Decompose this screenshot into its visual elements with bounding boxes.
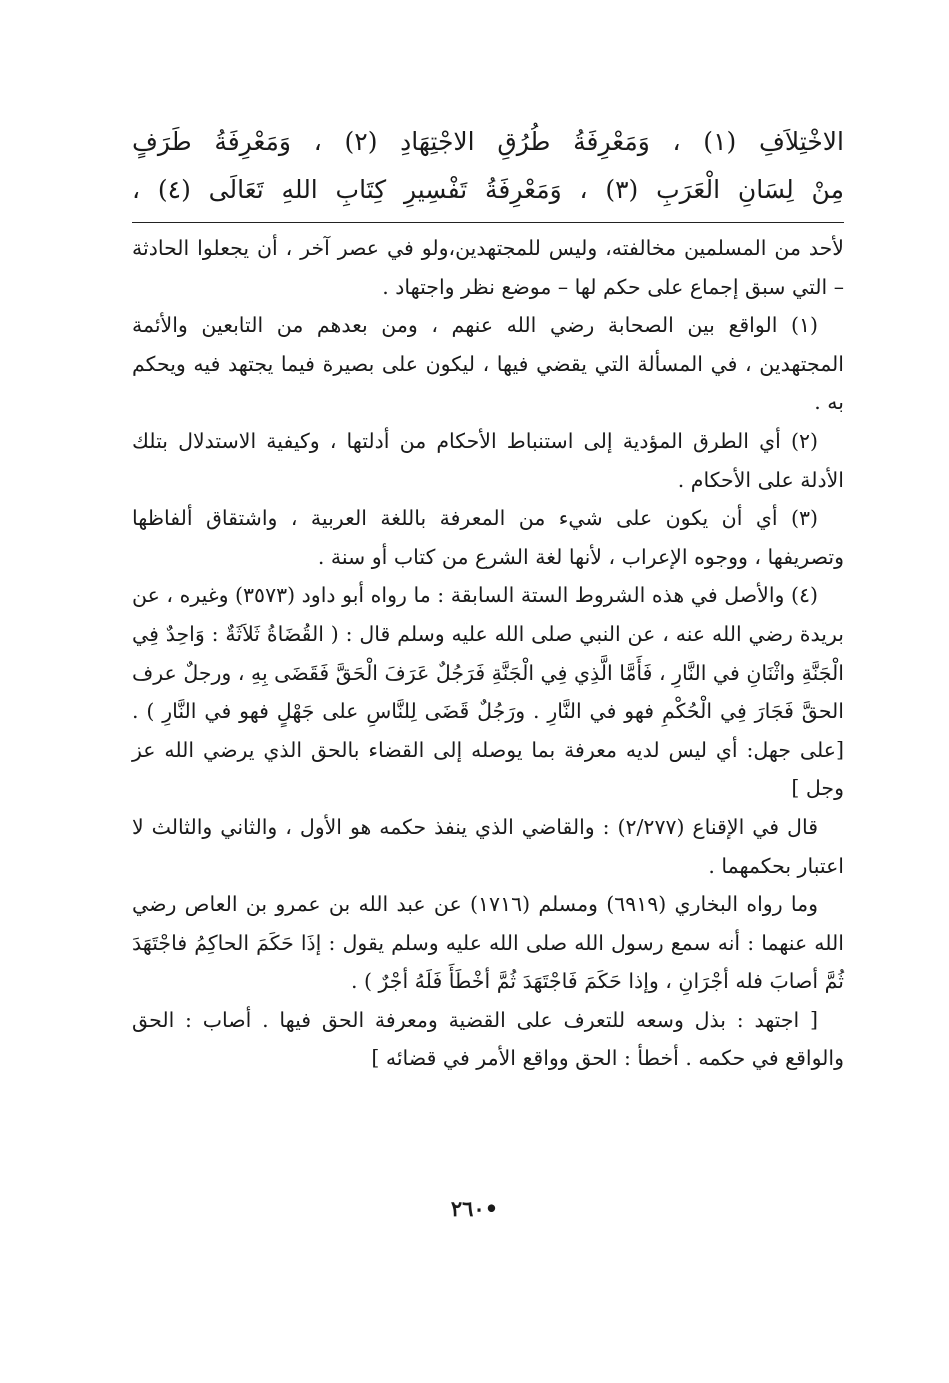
footnote-separator bbox=[132, 222, 844, 223]
page-number-dot: • bbox=[484, 1196, 499, 1221]
page-number bbox=[0, 1196, 949, 1221]
footnote-1: (١) الواقع بين الصحابة رضي الله عنهم ، ومن بعدهم من التابعين والأئمة المجتهدين ، في المسألة التي يقضي فيها ، ليكون على بصيرة فيما يجتهد فيه ويحكم به . bbox=[132, 313, 844, 415]
footnote-4-gloss: [ اجتهد : بذل وسعه للتعرف على القضية ومعرفة الحق فيها . أصاب : الحق والواقع في حكمه . أخطأ : الحق وواقع الأمر في قضائه ] bbox=[132, 1007, 844, 1071]
main-text-line: مِنْ لِسَانِ الْعَرَبِ (٣) ، وَمَعْرِفَةُ تَفْسِيرِ كِتَابِ اللهِ تَعَالَى (٤) ، bbox=[132, 175, 844, 204]
footnotes bbox=[132, 229, 844, 1078]
footnote-continuation: لأحد من المسلمين مخالفته، وليس للمجتهدين،ولو في عصر آخر ، أن يجعلوا الحادثة – التي سبق إجماع على حكم لها – موضع نظر واجتهاد . bbox=[132, 236, 844, 299]
page-body bbox=[132, 118, 844, 1078]
footnote-2: (٢) أي الطرق المؤدية إلى استنباط الأحكام من أدلتها ، وكيفية الاستدلال بتلك الأدلة على الأحكام . bbox=[132, 428, 844, 492]
page-number-value: ٢٦٠ bbox=[450, 1196, 485, 1221]
footnote-4: (٤) والأصل في هذه الشروط الستة السابقة : ما رواه أبو داود (٣٥٧٣) وغيره ، عن بريدة رضي الله عنه ، عن النبي صلى الله عليه وسلم قال : ( القُضَاةُ ثَلاَثَةٌ : وَاحِدٌ فِي الْجَنَّةِ واثْنَانِ في النَّارِ ، فَأَمَّا الَّذِي فِي الْجَنَّةِ فَرَجُلٌ عَرَفَ الْحَقَّ فَقَضَى بِهِ ، ورجلٌ عرف الحقَّ فَجَارَ فِي الْحُكْمِ فهو في النَّارِ . ورَجُلٌ قَضَى لِلنَّاسِ على جَهْلٍ فهو في النَّارِ ) . [على جهل: أي ليس لديه معرفة بما يوصله إلى القضاء بالحق الذي يرضي الله عز وجل ] bbox=[132, 583, 845, 801]
main-text-line: الاخْتِلاَفِ (١) ، وَمَعْرِفَةُ طُرُقِ الاجْتِهَادِ (٢) ، وَمَعْرِفَةُ طَرَفٍ bbox=[132, 127, 844, 156]
footnote-3: (٣) أي أن يكون على شيء من المعرفة باللغة العربية ، واشتقاق ألفاظها وتصريفها ، ووجوه الإعراب ، لأنها لغة الشرع من كتاب أو سنة . bbox=[132, 506, 844, 569]
main-text bbox=[132, 118, 844, 214]
footnote-4-iqna: قال في الإقناع (٢/٢٧٧) : والقاضي الذي ينفذ حكمه هو الأول ، والثاني والثالث لا اعتبار بحكمهما . bbox=[132, 814, 844, 878]
footnote-4-bukhari: وما رواه البخاري (٦٩١٩) ومسلم (١٧١٦) عن عبد الله بن عمرو بن العاص رضي الله عنهما : أنه سمع رسول الله صلى الله عليه وسلم يقول : إذَا حَكَمَ الحاكِمُ فاجْتَهَدَ ثُمَّ أصابَ فله أجْرَانِ ، وإذا حَكَمَ فَاجْتَهَدَ ثُمَّ أخْطَأَ فَلَهُ أجْرٌ ) . bbox=[132, 892, 844, 994]
